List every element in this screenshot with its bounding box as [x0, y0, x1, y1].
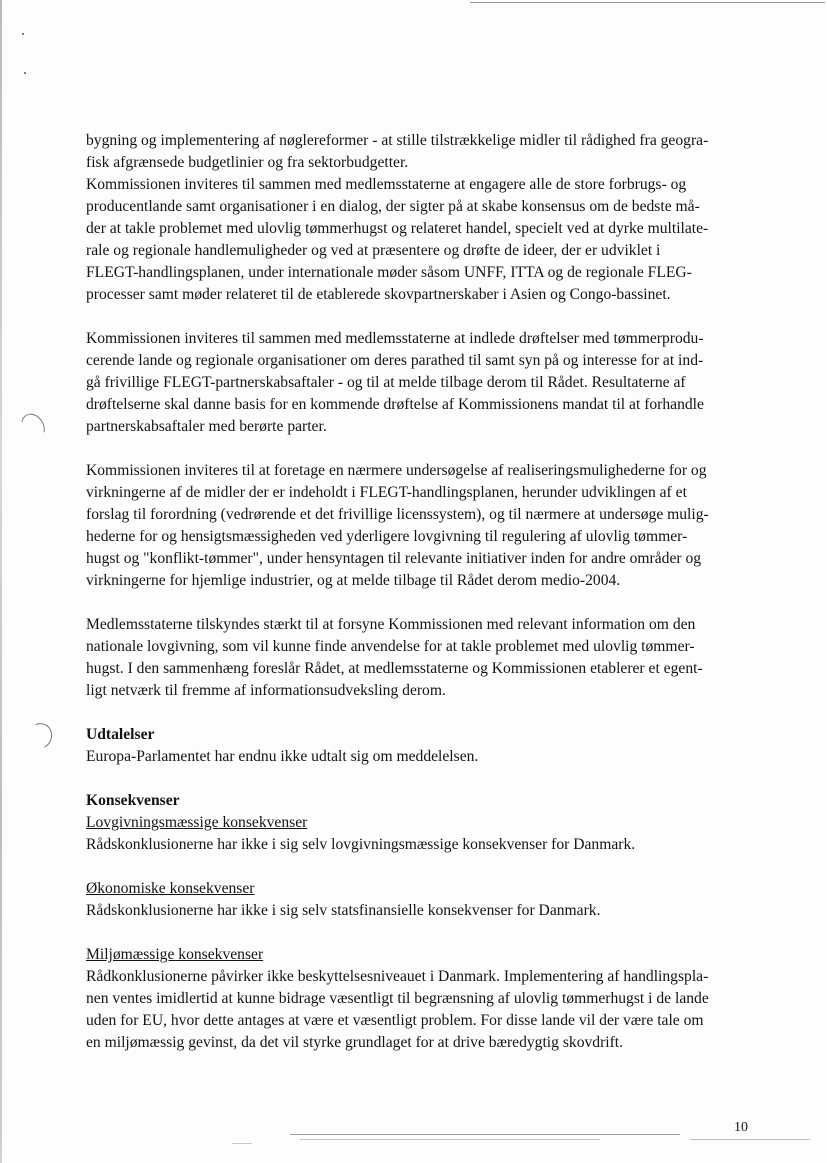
text-line: Kommissionen inviteres til sammen med medlemsstaterne at indlede drøftelser med tømmerprodu-	[86, 330, 704, 347]
text-line: Rådskonklusionerne har ikke i sig selv lovgivningsmæssige konsekvenser for Danmark.	[86, 836, 636, 853]
text-line: hugst. I den sammenhæng foreslår Rådet, at medlemsstaterne og Kommissionen etablerer et egent-	[86, 660, 703, 677]
text-line: Rådkonklusionerne påvirker ikke beskyttelsesniveauet i Danmark. Implementering af handlingspla-	[86, 968, 709, 985]
subsection-heading: Økonomiske konsekvenser	[86, 880, 255, 897]
text-line: Rådskonklusionerne har ikke i sig selv statsfinansielle konsekvenser for Danmark.	[86, 902, 601, 919]
scan-left-edge	[0, 0, 2, 1163]
scan-speck	[24, 72, 26, 74]
scan-footer-noise	[232, 1143, 252, 1144]
scan-footer-noise	[290, 1134, 680, 1135]
subsection-oekonomi	[86, 878, 758, 922]
text-line: virkningerne af de midler der er indeholdt i FLEGT-handlingsplanen, herunder udviklingen af et	[86, 484, 687, 501]
text-line: rale og regionale handlemuligheder og ved at præsentere og drøfte de ideer, der er udviklet i	[86, 242, 661, 259]
text-line: Europa-Parlamentet har endnu ikke udtalt sig om meddelelsen.	[86, 748, 479, 765]
paragraph	[86, 328, 758, 438]
scan-speck	[22, 33, 24, 35]
text-line: processer samt møder relateret til de etablerede skovpartnerskaber i Asien og Congo-bassinet.	[86, 286, 671, 303]
text-line: Medlemsstaterne tilskyndes stærkt til at forsyne Kommissionen med relevant information om den	[86, 616, 696, 633]
text-line: gå frivillige FLEGT-partnerskabsaftaler - og til at melde tilbage derom til Rådet. Resultaterne af	[86, 374, 686, 391]
document-body	[86, 130, 758, 1054]
punch-hole-mark	[24, 720, 55, 753]
subsection-heading: Lovgivningsmæssige konsekvenser	[86, 814, 308, 831]
text-line: uden for EU, hvor dette antages at være et væsentligt problem. For disse lande vil der være tale om	[86, 1012, 704, 1029]
text-line: ligt netværk til fremme af informationsudveksling derom.	[86, 682, 446, 699]
paragraph	[86, 460, 758, 592]
scan-footer-noise	[690, 1139, 810, 1140]
text-line: en miljømæssig gevinst, da det vil styrke grundlaget for at drive bæredygtig skovdrift.	[86, 1034, 624, 1051]
text-line: bygning og implementering af nøglereformer - at stille tilstrækkelige midler til rådighed fra geogra-	[86, 132, 709, 149]
text-line: Kommissionen inviteres til sammen med medlemsstaterne at engagere alle de store forbrugs- og	[86, 176, 687, 193]
text-line: FLEGT-handlingsplanen, under internationale møder såsom UNFF, ITTA og de regionale FLEG-	[86, 264, 692, 281]
section-konsekvenser	[86, 790, 758, 856]
text-line: virkningerne for hjemlige industrier, og at melde tilbage til Rådet derom medio-2004.	[86, 572, 621, 589]
scan-top-rule	[470, 2, 825, 3]
paragraph	[86, 614, 758, 702]
section-udtalelser	[86, 724, 758, 768]
section-heading: Udtalelser	[86, 726, 155, 743]
subsection-heading: Miljømæssige konsekvenser	[86, 946, 264, 963]
scan-footer-noise	[300, 1139, 600, 1140]
paragraph	[86, 130, 758, 306]
text-line: hugst og "konflikt-tømmer", under hensyntagen til relevante initiativer inden for andre områder og	[86, 550, 702, 567]
text-line: hederne for og hensigtsmæssigheden ved yderligere lovgivning til regulering af ulovlig tømmer-	[86, 528, 688, 545]
text-line: Kommissionen inviteres til at foretage en nærmere undersøgelse af realiseringsmulighederne for og	[86, 462, 707, 479]
section-heading: Konsekvenser	[86, 792, 180, 809]
subsection-miljoe	[86, 944, 758, 1054]
text-line: drøftelserne skal danne basis for en kommende drøftelse af Kommissionens mandat til at forhandle	[86, 396, 704, 413]
text-line: der at takle problemet med ulovlig tømmerhugst og relateret handel, specielt ved at dyrke multilate-	[86, 220, 709, 237]
text-line: nationale lovgivning, som vil kunne finde anvendelse for at takle problemet med ulovlig tømmer-	[86, 638, 695, 655]
text-line: forslag til forordning (vedrørende et det frivillige licenssystem), og til nærmere at undersøge mulig-	[86, 506, 709, 523]
punch-hole-mark	[16, 409, 49, 444]
text-line: producentlande samt organisationer i en dialog, der sigter på at skabe konsensus om de bedste må-	[86, 198, 700, 215]
page-number: 10	[734, 1120, 748, 1135]
text-line: nen ventes imidlertid at kunne bidrage væsentligt til begrænsning af ulovlig tømmerhugst i de lande	[86, 990, 709, 1007]
text-line: cerende lande og regionale organisationer om deres parathed til samt syn på og interesse for at ind-	[86, 352, 704, 369]
text-line: fisk afgrænsede budgetlinier og fra sektorbudgetter.	[86, 154, 409, 171]
text-line: partnerskabsaftaler med berørte parter.	[86, 418, 327, 435]
